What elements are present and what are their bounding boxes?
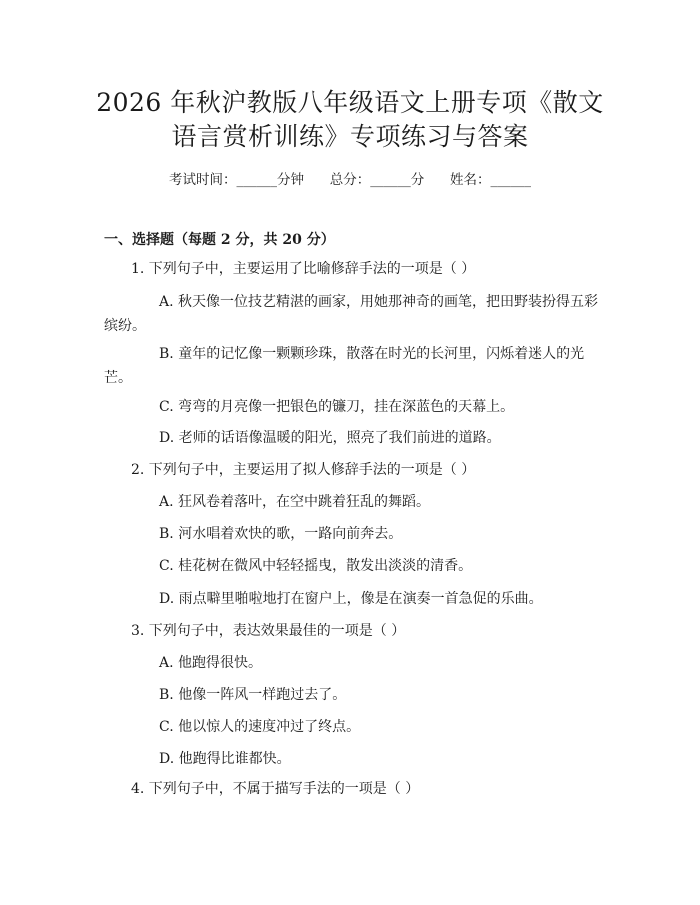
document-title-line-2: 语言赏析训练》专项练习与答案	[171, 122, 529, 151]
question-1-option-d: D. 老师的话语像温暖的阳光，照亮了我们前进的道路。	[159, 430, 501, 446]
question-2-stem: 2. 下列句子中，主要运用了拟人修辞手法的一项是（ ）	[131, 462, 476, 478]
question-1-option-a-continued: 缤纷。	[104, 318, 146, 334]
question-3-option-d: D. 他跑得比谁都快。	[159, 751, 291, 767]
question-4-stem: 4. 下列句子中，不属于描写手法的一项是（ ）	[131, 781, 420, 797]
question-3-option-c: C. 他以惊人的速度冲过了终点。	[159, 719, 361, 735]
question-2-option-a: A. 狂风卷着落叶，在空中跳着狂乱的舞蹈。	[159, 494, 431, 510]
exam-info-line: 考试时间：______分钟 总分：______分 姓名：______	[169, 172, 531, 188]
question-3-stem: 3. 下列句子中，表达效果最佳的一项是（ ）	[131, 623, 406, 639]
question-2-option-b: B. 河水唱着欢快的歌，一路向前奔去。	[159, 526, 403, 542]
question-1-stem: 1. 下列句子中，主要运用了比喻修辞手法的一项是（ ）	[131, 261, 476, 277]
question-2-option-c: C. 桂花树在微风中轻轻摇曳，散发出淡淡的清香。	[159, 558, 473, 574]
document-title-line-1: 2026 年秋沪教版八年级语文上册专项《散文	[96, 88, 604, 117]
question-1-option-b-continued: 芒。	[104, 370, 132, 386]
section-heading: 一、选择题（每题 2 分，共 20 分）	[104, 232, 335, 248]
question-3-option-b: B. 他像一阵风一样跑过去了。	[159, 687, 347, 703]
question-1-option-b: B. 童年的记忆像一颗颗珍珠，散落在时光的长河里，闪烁着迷人的光	[159, 346, 585, 362]
question-1-option-c: C. 弯弯的月亮像一把银色的镰刀，挂在深蓝色的天幕上。	[159, 399, 515, 415]
question-2-option-d: D. 雨点噼里啪啦地打在窗户上，像是在演奏一首急促的乐曲。	[159, 591, 543, 607]
question-1-option-a: A. 秋天像一位技艺精湛的画家，用她那神奇的画笔，把田野装扮得五彩	[159, 294, 599, 310]
question-3-option-a: A. 他跑得很快。	[159, 655, 263, 671]
